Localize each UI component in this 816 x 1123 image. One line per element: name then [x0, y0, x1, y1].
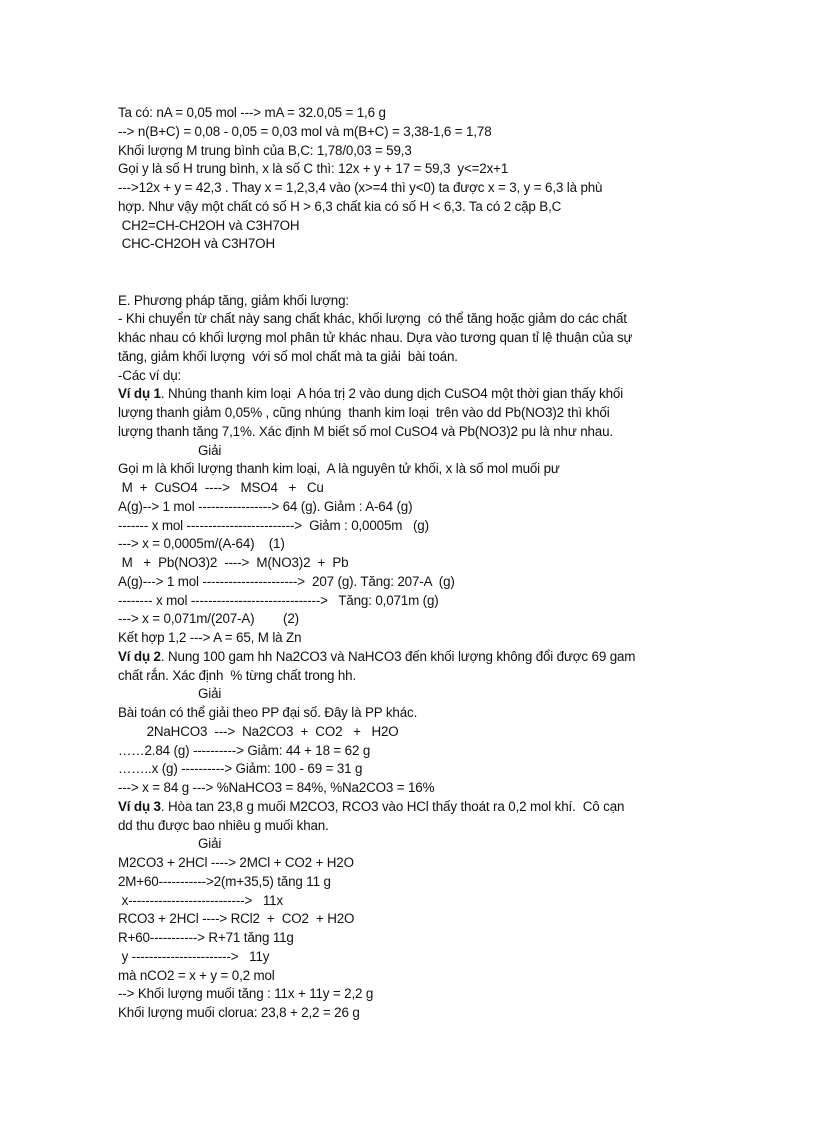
- example-2-label: Ví dụ 2: [118, 648, 161, 664]
- text-line: mà nCO2 = x + y = 0,2 mol: [118, 967, 275, 983]
- section-heading: E. Phương pháp tăng, giảm khối lượng:: [118, 292, 349, 308]
- text-line: --> Khối lượng muối tăng : 11x + 11y = 2,2 g: [118, 986, 374, 1002]
- text-line: Kết hợp 1,2 ---> A = 65, M là Zn: [118, 630, 302, 645]
- text-line: x---------------------------> 11x: [118, 892, 283, 908]
- solution-label: Giải: [198, 686, 222, 702]
- text-line: M + CuSO4 ----> MSO4 + Cu: [118, 480, 324, 495]
- text-line: Khối lượng muối clorua: 23,8 + 2,2 = 26 g: [118, 1005, 360, 1020]
- text-line: M2CO3 + 2HCl ----> 2MCl + CO2 + H2O: [118, 855, 354, 870]
- text-line: CH2=CH-CH2OH và C3H7OH: [118, 217, 300, 233]
- document-body: [118, 104, 718, 1023]
- text-line: ---> x = 0,071m/(207-A) (2): [118, 611, 299, 627]
- example-1-label: Ví dụ 1: [118, 386, 161, 402]
- text-line: khác nhau có khối lượng mol phân tử khác nhau. Dựa vào tương quan tỉ lệ thuận của sự: [118, 330, 633, 345]
- example-2-problem: Ví dụ 2. Nung 100 gam hh Na2CO3 và NaHCO3 đến khối lượng không đổi được 69 gam: [118, 648, 636, 664]
- example-3-problem: Ví dụ 3. Hòa tan 23,8 g muối M2CO3, RCO3 vào HCl thấy thoát ra 0,2 mol khí. Cô cạn: [118, 798, 625, 814]
- text-line: dd thu được bao nhiêu g muối khan.: [118, 817, 329, 833]
- text-line: ……..x (g) ----------> Giảm: 100 - 69 = 31 g: [118, 761, 363, 777]
- text-line: ---> x = 0,0005m/(A-64) (1): [118, 536, 285, 552]
- solution-label: Giải: [198, 442, 222, 458]
- text-line: Gọi m là khối lượng thanh kim loại, A là nguyên tử khối, x là số mol muối pư: [118, 461, 560, 477]
- text-line: RCO3 + 2HCl ----> RCl2 + CO2 + H2O: [118, 911, 355, 927]
- text-line: Ta có: nA = 0,05 mol ---> mA = 32.0,05 = 1,6 g: [118, 105, 386, 120]
- text-line: M + Pb(NO3)2 ----> M(NO3)2 + Pb: [118, 555, 349, 570]
- text-line: R+60-----------> R+71 tăng 11g: [118, 930, 294, 945]
- text-line: chất rắn. Xác định % từng chất trong hh.: [118, 667, 357, 683]
- text-line: Bài toán có thể giải theo PP đại số. Đây là PP khác.: [118, 705, 418, 720]
- text-line: -------- x mol ------------------------------> Tăng: 0,071m (g): [118, 592, 439, 608]
- example-3-label: Ví dụ 3: [118, 798, 161, 814]
- text-line: 2M+60----------->2(m+35,5) tăng 11 g: [118, 873, 331, 889]
- solution-label: Giải: [198, 836, 222, 852]
- text-line: Khối lượng M trung bình của B,C: 1,78/0,03 = 59,3: [118, 142, 412, 158]
- text-line: lượng thanh tăng 7,1%. Xác định M biết số mol CuSO4 và Pb(NO3)2 pu là như nhau.: [118, 423, 613, 439]
- text-line: A(g)--> 1 mol -----------------> 64 (g). Giảm : A-64 (g): [118, 498, 413, 514]
- text-line: - Khi chuyển từ chất này sang chất khác, khối lượng có thể tăng hoặc giảm do các chất: [118, 311, 627, 327]
- text-line: ---> x = 84 g ---> %NaHCO3 = 84%, %Na2CO3 = 16%: [118, 780, 435, 795]
- text-line: 2NaHCO3 ---> Na2CO3 + CO2 + H2O: [118, 723, 399, 739]
- spacer: [118, 273, 718, 292]
- text-line: CHC-CH2OH và C3H7OH: [118, 236, 275, 252]
- text-line: lượng thanh giảm 0,05% , cũng nhúng thanh kim loại trên vào dd Pb(NO3)2 thì khối: [118, 405, 610, 420]
- text-line: A(g)---> 1 mol ----------------------> 207 (g). Tăng: 207-A (g): [118, 573, 455, 589]
- example-1-problem: Ví dụ 1. Nhúng thanh kim loại A hóa trị 2 vào dung dịch CuSO4 một thời gian thấy khối: [118, 386, 624, 402]
- text-line: ……2.84 (g) ----------> Giảm: 44 + 18 = 62 g: [118, 742, 371, 758]
- spacer: [118, 254, 718, 273]
- text-line: -Các ví dụ:: [118, 367, 182, 383]
- text-line: tăng, giảm khối lượng với số mol chất mà ta giải bài toán.: [118, 348, 458, 364]
- text-line: --> n(B+C) = 0,08 - 0,05 = 0,03 mol và m(B+C) = 3,38-1,6 = 1,78: [118, 123, 492, 139]
- text-line: --->12x + y = 42,3 . Thay x = 1,2,3,4 vào (x>=4 thì y<0) ta được x = 3, y = 6,3 là phù: [118, 180, 603, 195]
- text-line: hợp. Như vậy một chất có số H > 6,3 chất kia có số H < 6,3. Ta có 2 cặp B,C: [118, 198, 562, 214]
- text-line: Gọi y là số H trung bình, x là số C thì: 12x + y + 17 = 59,3 y<=2x+1: [118, 161, 509, 177]
- text-line: y -----------------------> 11y: [118, 948, 270, 964]
- text-line: ------- x mol -------------------------> Giảm : 0,0005m (g): [118, 517, 429, 533]
